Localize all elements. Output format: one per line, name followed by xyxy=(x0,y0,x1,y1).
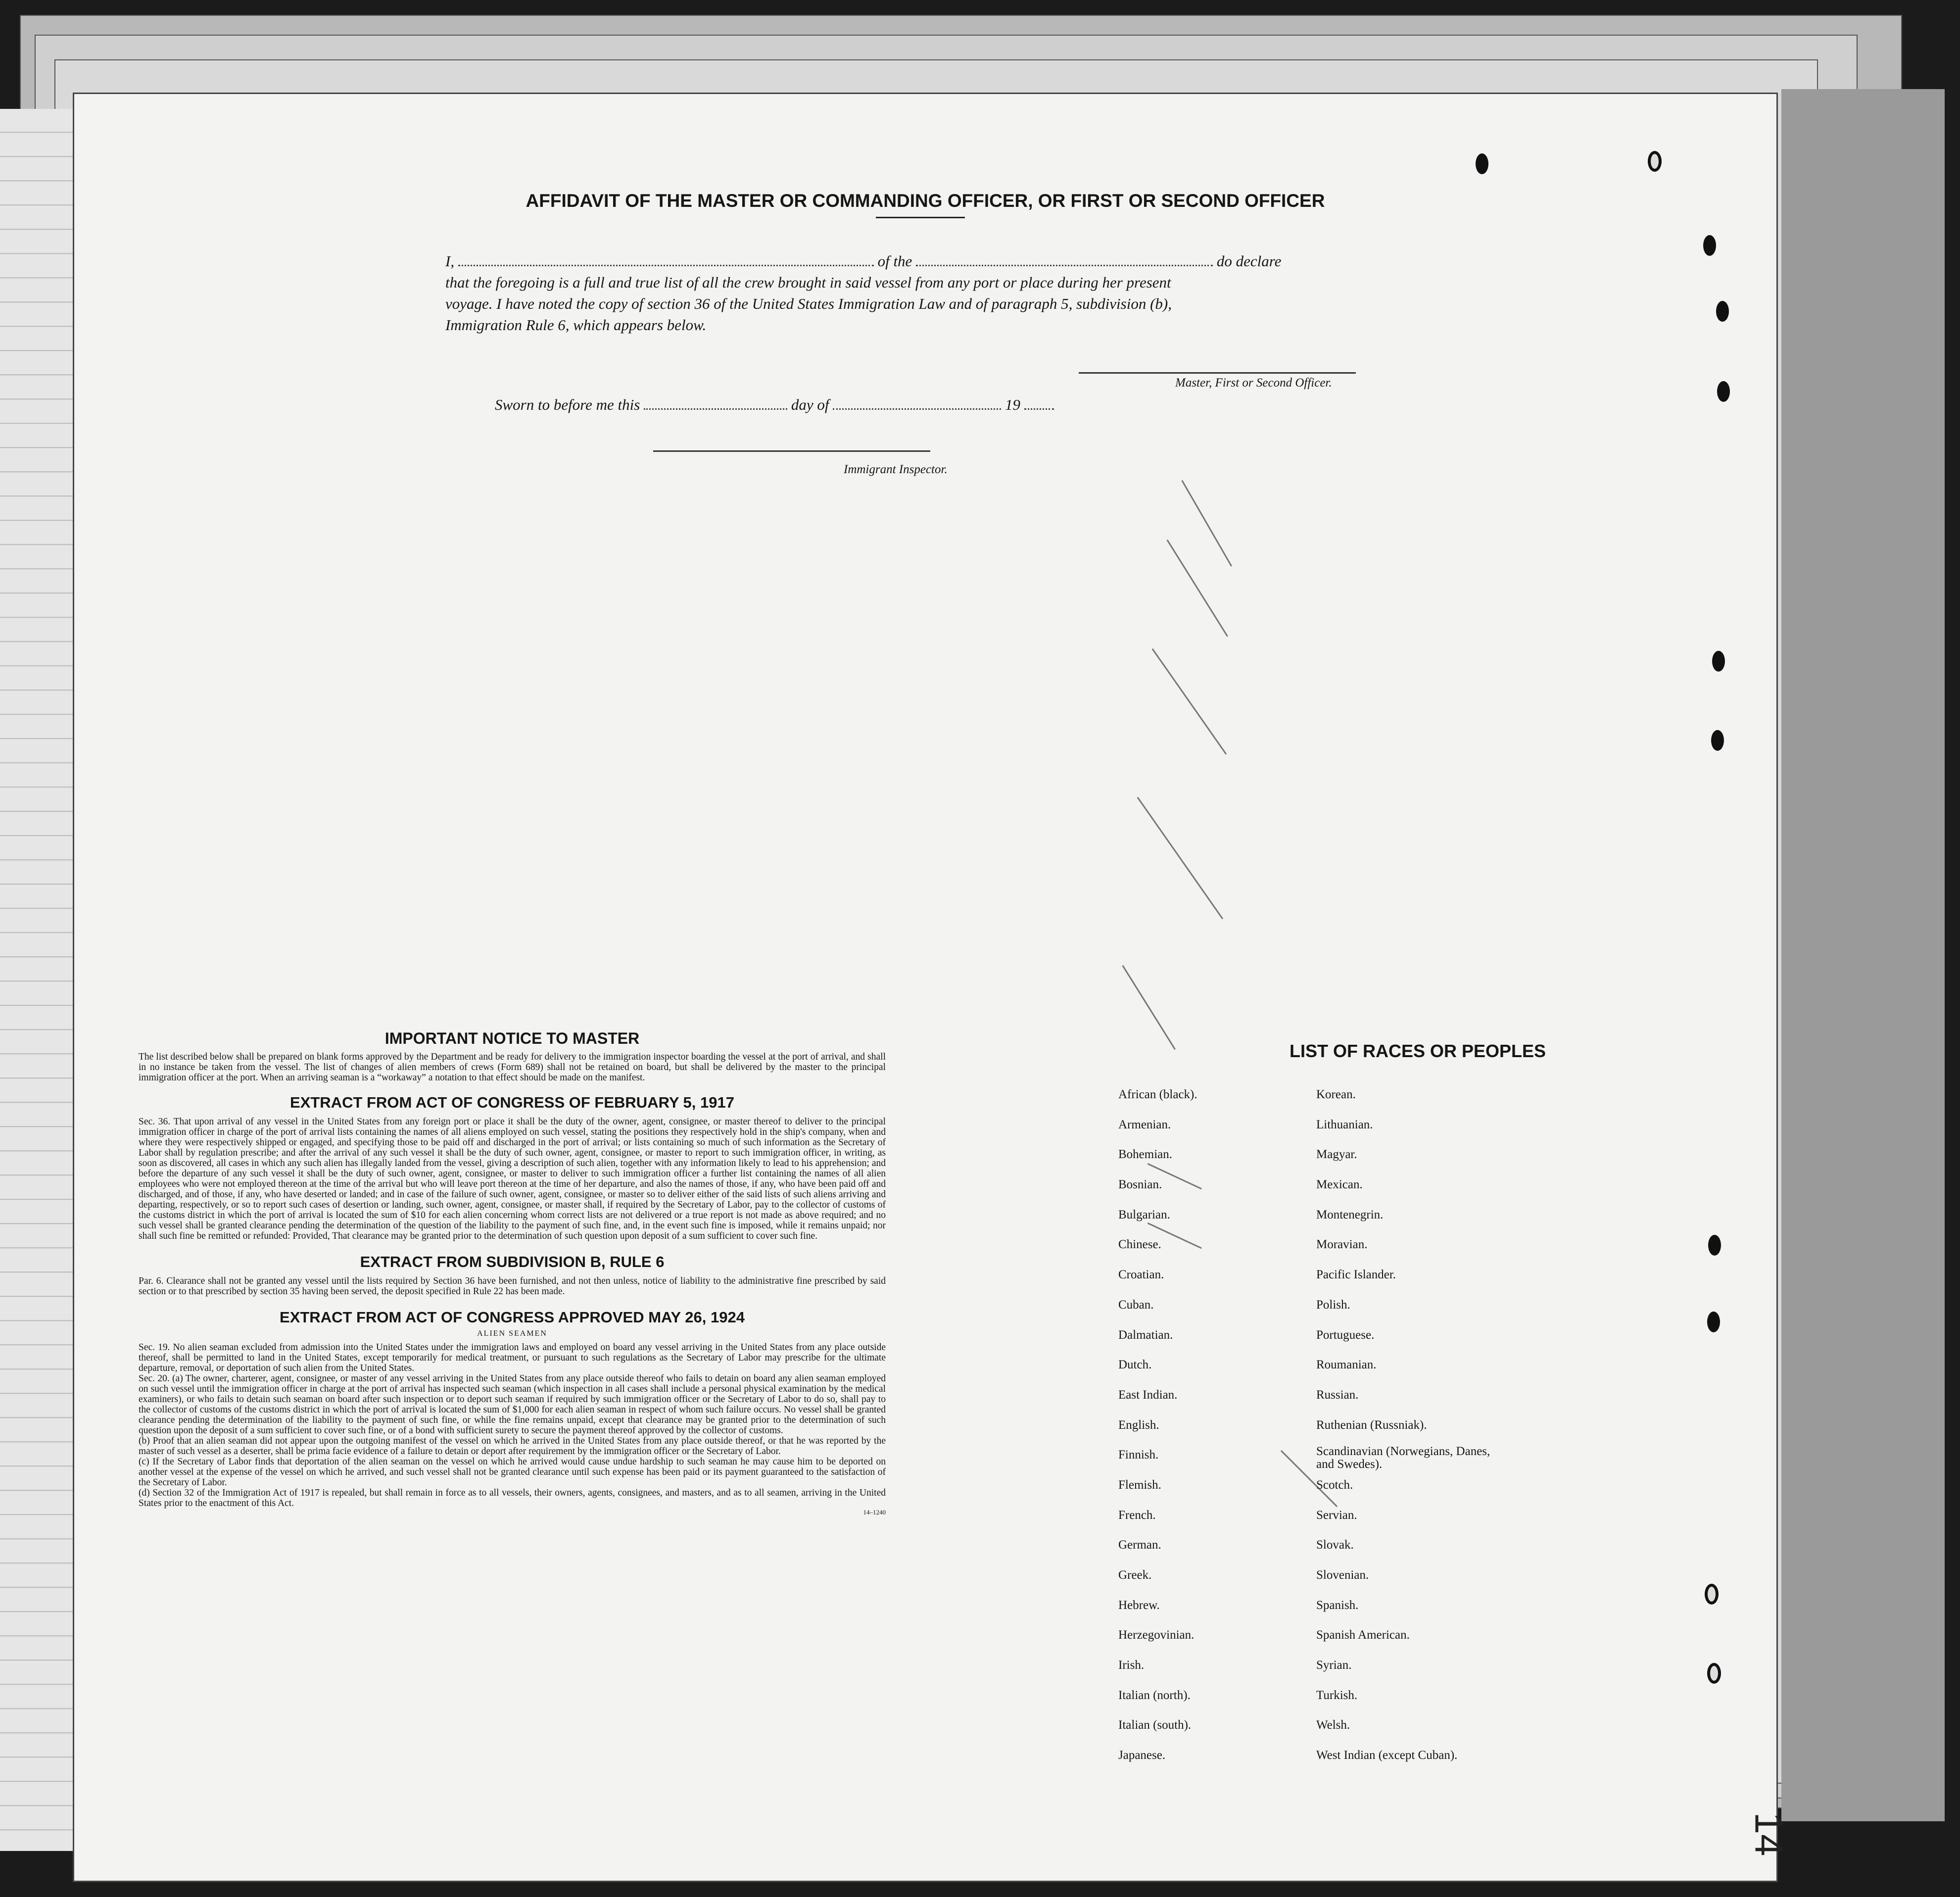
race-item: Pacific Islander. xyxy=(1316,1268,1396,1282)
race-row xyxy=(1118,1388,1663,1418)
notice-title: IMPORTANT NOTICE TO MASTER xyxy=(384,1029,640,1047)
extract-1917-title: EXTRACT FROM ACT OF CONGRESS OF FEBRUARY 5, 1917 xyxy=(290,1094,734,1111)
race-row xyxy=(1118,1749,1663,1779)
race-row xyxy=(1118,1478,1663,1508)
sworn-day-field[interactable] xyxy=(644,396,787,410)
races-title: LIST OF RACES OR PEOPLES xyxy=(1289,1041,1546,1061)
pencil-stroke xyxy=(1181,480,1232,567)
punch-hole xyxy=(1703,235,1716,256)
notice-body: The list described below shall be prepared on blank forms approved by the Department and be ready for delivery to the immigration inspector boarding the vessel at the port of arrival, and shall in no instance be taken from the vessel. The list of changes of alien members of crews (Form 689) shall not be retained on board, but shall be delivered by the master to the principal immigration officer at the port. When an arriving seaman is a “workaway” a notation to that effect should be made on the manifest. xyxy=(139,1052,886,1083)
race-row xyxy=(1118,1328,1663,1359)
race-row xyxy=(1118,1538,1663,1568)
race-item: Irish. xyxy=(1118,1658,1145,1672)
race-item: Montenegrin. xyxy=(1316,1208,1384,1221)
race-item: Scotch. xyxy=(1316,1478,1353,1492)
races-list xyxy=(1118,1088,1663,1779)
race-item: Portuguese. xyxy=(1316,1328,1375,1342)
race-row xyxy=(1118,1088,1663,1118)
race-row xyxy=(1118,1599,1663,1629)
race-item: Croatian. xyxy=(1118,1268,1164,1282)
title-rule xyxy=(876,217,965,218)
punch-hole xyxy=(1476,153,1488,174)
affidavit-page xyxy=(74,94,1776,1881)
race-item: Dutch. xyxy=(1118,1358,1152,1372)
race-item: Magyar. xyxy=(1316,1148,1357,1162)
race-item: Ruthenian (Russniak). xyxy=(1316,1418,1427,1432)
race-item: Bulgarian. xyxy=(1118,1208,1170,1221)
race-row xyxy=(1118,1445,1663,1478)
race-item: Herzegovinian. xyxy=(1118,1628,1195,1642)
declaration-line-1 xyxy=(445,252,1281,270)
inspector-signature-line[interactable] xyxy=(653,450,930,452)
race-item: Chinese. xyxy=(1118,1238,1161,1252)
punch-hole xyxy=(1711,730,1724,751)
alien-seamen-subtitle: ALIEN SEAMEN xyxy=(477,1329,547,1338)
sworn-year-label: 19 xyxy=(1004,396,1020,413)
race-item: French. xyxy=(1118,1508,1156,1522)
race-row xyxy=(1118,1628,1663,1658)
legal-notices xyxy=(139,1029,886,1516)
race-item: Spanish. xyxy=(1316,1598,1359,1612)
race-item: Roumanian. xyxy=(1316,1358,1377,1372)
race-row xyxy=(1118,1418,1663,1449)
master-signature-label: Master, First or Second Officer. xyxy=(1175,376,1332,389)
sec20c-paragraph: (c) If the Secretary of Labor finds that deportation of the alien seaman on the vessel on which he arrived would cause undue hardship to such seaman he may cause him to be deported on another vessel at the expense of the vessel on which he arrived, and such vessel shall not be granted clearance until such expense has been paid or its payment guaranteed to the satisfaction of the Secretary of Labor. xyxy=(139,1457,886,1488)
race-item: English. xyxy=(1118,1418,1159,1432)
race-row xyxy=(1118,1208,1663,1238)
sworn-year-field[interactable] xyxy=(1024,396,1054,410)
pencil-stroke xyxy=(1122,965,1176,1050)
race-row xyxy=(1118,1568,1663,1599)
master-signature-line[interactable] xyxy=(1079,372,1356,374)
declarant-name-field[interactable] xyxy=(458,253,874,266)
extract-1924-title: EXTRACT FROM ACT OF CONGRESS APPROVED MAY 26, 1924 xyxy=(280,1309,745,1326)
race-item: Turkish. xyxy=(1316,1688,1358,1702)
punch-hole xyxy=(1707,1312,1720,1332)
race-row xyxy=(1118,1268,1663,1298)
race-item: West Indian (except Cuban). xyxy=(1316,1749,1458,1762)
race-row xyxy=(1118,1148,1663,1178)
declaration-line-2: that the foregoing is a full and true list of all the crew brought in said vessel from any port or place during her present xyxy=(445,274,1171,291)
punch-hole xyxy=(1705,1584,1719,1605)
race-item: Finnish. xyxy=(1118,1448,1159,1462)
race-row xyxy=(1118,1718,1663,1749)
race-item: Bosnian. xyxy=(1118,1178,1162,1192)
pencil-stroke xyxy=(1137,797,1224,919)
race-item: Armenian. xyxy=(1118,1118,1171,1131)
race-item: Flemish. xyxy=(1118,1478,1161,1492)
sworn-line xyxy=(495,396,1054,414)
race-item: Spanish American. xyxy=(1316,1628,1410,1642)
race-row xyxy=(1118,1689,1663,1719)
sworn-prefix: Sworn to before me this xyxy=(495,396,640,413)
race-item: Bohemian. xyxy=(1118,1148,1173,1162)
pencil-stroke xyxy=(1152,648,1227,755)
race-item: Japanese. xyxy=(1118,1749,1166,1762)
declare-suffix: do declare xyxy=(1216,252,1282,270)
sec20a-paragraph: Sec. 20. (a) The owner, charterer, agent, consignee, or master of any vessel arriving in the United States from any place outside thereof who fails to detain on board any alien seaman employed on such vessel until the immigration officer in charge at the port of arrival has inspected such seaman (which inspection in all cases shall include a personal physical examination by the medical examiners), or who fails to detain such seaman on board after such inspection or to deport such seaman if required by such immigration officer or the Secretary of Labor to do so, shall pay to the collector of customs of the customs district in which the port of arrival is located the sum of $1,000 for each alien seaman in respect of whom such failure occurs. No vessel shall be granted clearance pending the determination of the liability to the payment of such fine, or while the fine remains unpaid, except that clearance may be granted prior to the determination of such question upon the deposit of a sum sufficient to cover such fine, or of a bond with sufficient surety to secure the payment thereof approved by the collector of customs. xyxy=(139,1373,886,1436)
race-item: African (black). xyxy=(1118,1088,1197,1101)
punch-hole xyxy=(1712,651,1725,672)
sworn-day-label: day of xyxy=(791,396,829,413)
sec20d-paragraph: (d) Section 32 of the Immigration Act of 1917 is repealed, but shall remain in force as to all vessels, their owners, agents, consignees, and masters, and as to all seamen, arriving in the United States prior to the enactment of this Act. xyxy=(139,1488,886,1508)
pencil-stroke xyxy=(1166,539,1228,637)
race-item: Italian (north). xyxy=(1118,1688,1191,1702)
race-item: Cuban. xyxy=(1118,1298,1154,1312)
extract-rule6-title: EXTRACT FROM SUBDIVISION B, RULE 6 xyxy=(360,1253,665,1270)
race-item: Italian (south). xyxy=(1118,1718,1192,1732)
sworn-month-field[interactable] xyxy=(833,396,1001,410)
declaration-line-4: Immigration Rule 6, which appears below. xyxy=(445,316,707,334)
race-item: Lithuanian. xyxy=(1316,1118,1373,1131)
race-row xyxy=(1118,1118,1663,1148)
extract-1917-body: Sec. 36. That upon arrival of any vessel in the United States from any foreign port or place it shall be the duty of the owner, agent, consignee, or master thereof to deliver to the principal immigration officer in charge of the port of arrival lists containing the names of all aliens employed on such vessel, stating the positions they respectively hold in the ship's company, when and where they were respectively shipped or engaged, and specifying those to be paid off and discharged in the port of arrival; or lists containing so much of such information as the Secretary of Labor shall by regulation prescribe; and after the arrival of any such vessel it shall be the duty of such owner, agent, consignee, or master to report to such immigration officer, in writing, as soon as discovered, all cases in which any such alien has illegally landed from the vessel, giving a description of such alien, together with any information likely to lead to his apprehension; and before the departure of any such vessel it shall be the duty of such owner, agent, consignee, or master to deliver to such immigration officer a further list containing the names of all alien employees who were not employed thereon at the time of the arrival but who will leave port thereon at the time of her departure, and also the names of those, if any, who have been paid off and discharged, and of those, if any, who have deserted or landed; and in case of the failure of such owner, agent, consignee, or master so to deliver either of the said lists of such aliens arriving and departing, respectively, or so to report such cases of desertion or landing, such owner, agent, consignee, or master shall, if required by the Secretary of Labor, pay to the collector of customs of the customs district in which the port of arrival is located the sum of $10 for each alien concerning whom correct lists are not delivered or a true report is not made as above required; and no such vessel shall be granted clearance pending the determination of the question of the liability to the payment of such fine, and, in the event such fine is imposed, while it remains unpaid; nor shall such fine be remitted or refunded: Provided, That clearance may be granted prior to the determination of such question upon deposit of a sum sufficient to cover such fine. xyxy=(139,1117,886,1241)
race-item: Slovak. xyxy=(1316,1538,1354,1552)
affidavit-title: AFFIDAVIT OF THE MASTER OR COMMANDING OFFICER, OR FIRST OR SECOND OFFICER xyxy=(526,191,1325,211)
race-item: Dalmatian. xyxy=(1118,1328,1173,1342)
race-item: Moravian. xyxy=(1316,1238,1368,1252)
race-item: German. xyxy=(1118,1538,1161,1552)
punch-hole xyxy=(1716,301,1729,322)
race-item: Hebrew. xyxy=(1118,1598,1160,1612)
race-item: Korean. xyxy=(1316,1088,1356,1101)
race-row xyxy=(1118,1238,1663,1268)
declaration-line-3: voyage. I have noted the copy of section 36 of the United States Immigration Law and of paragraph 5, subdivision (b), xyxy=(445,295,1172,312)
race-row xyxy=(1118,1178,1663,1208)
punch-hole xyxy=(1708,1235,1721,1256)
vessel-prefix: of the xyxy=(877,252,912,270)
race-item: Russian. xyxy=(1316,1388,1359,1402)
sec20b-paragraph: (b) Proof that an alien seaman did not appear upon the outgoing manifest of the vessel on which he arrived in the United States from any place outside thereof, or that he was reported by the master of such vessel as a deserter, shall be prima facie evidence of a failure to detain or deport after requirement by the immigration officer or the Secretary of Labor. xyxy=(139,1436,886,1457)
race-item: Greek. xyxy=(1118,1568,1152,1582)
race-item: East Indian. xyxy=(1118,1388,1178,1402)
form-number: 14–1240 xyxy=(863,1508,886,1516)
declarant-prefix: I, xyxy=(445,252,455,270)
race-row xyxy=(1118,1658,1663,1689)
handwritten-page-number: 14 xyxy=(1747,1812,1791,1856)
inspector-signature-label: Immigrant Inspector. xyxy=(844,463,948,476)
punch-hole xyxy=(1707,1663,1721,1684)
race-row xyxy=(1118,1298,1663,1328)
extract-rule6-body: Par. 6. Clearance shall not be granted any vessel until the lists required by Section 36 have been furnished, and not then unless, notice of liability to the administrative fine prescribed by said section or to that prescribed by section 35 having been served, the deposit specified in Rule 22 has been made. xyxy=(139,1276,886,1297)
race-item: Servian. xyxy=(1316,1508,1357,1522)
ledger-edge xyxy=(0,109,81,1851)
punch-hole xyxy=(1648,151,1662,172)
underlying-page-edge xyxy=(1781,89,1945,1821)
sec19-paragraph: Sec. 19. No alien seaman excluded from admission into the United States under the immigration laws and employed on board any vessel arriving in the United States from any place outside thereof, shall be permitted to land in the United States, except temporarily for medical treatment, or pursuant to such regulations as the Secretary of Labor may prescribe for the ultimate departure, removal, or deportation of such alien from the United States. xyxy=(139,1342,886,1373)
race-item: Welsh. xyxy=(1316,1718,1350,1732)
race-item: Mexican. xyxy=(1316,1178,1363,1192)
race-item: Syrian. xyxy=(1316,1658,1352,1672)
race-item: Polish. xyxy=(1316,1298,1350,1312)
race-row xyxy=(1118,1508,1663,1539)
race-item: Slovenian. xyxy=(1316,1568,1369,1582)
punch-hole xyxy=(1717,381,1730,402)
race-row xyxy=(1118,1358,1663,1388)
vessel-name-field[interactable] xyxy=(916,253,1213,266)
race-item: Scandinavian (Norwegians, Danes, and Swedes). xyxy=(1316,1445,1490,1471)
